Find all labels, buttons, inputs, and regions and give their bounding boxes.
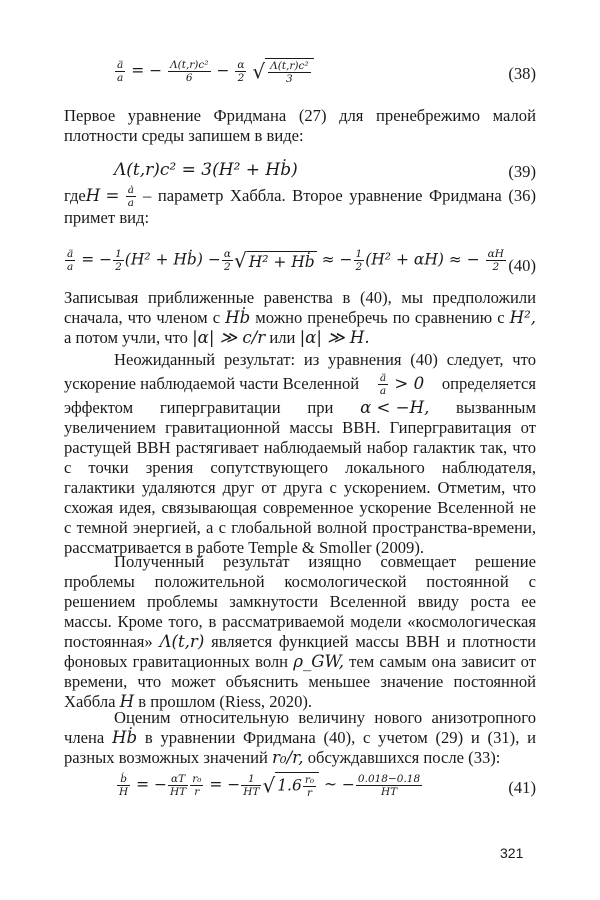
paragraph-3: Записывая приближенные равенства в (40), мы предположили сначала, что членом с Hḃ можно пренебречь по сравнению с H², а потом учли, что |α| ≫ c/r или |α| ≫ H. [64,288,536,347]
equation-number-39: (39) [508,162,536,181]
equation-40: $\frac{ä}{a}$ = − $\frac{1}{2}$ (H² + Hḃ) − $\frac{\alpha}{2}$ √ H² + Hḃ ≈ − $\frac{1}{2}$ (H² + αH) ≈ − $\frac{\alpha H}{2}$ (40) [67,248,536,275]
paragraph-4: Неожиданный результат: из уравнения (40) следует, что ускорение наблюдаемой части Вселенной $\frac{ä}{a}$ > 0 определяется эффектом гипергравитации при α < −H, вызванным увеличением гравитационной массы ВВН. Гипергравитация от растущей ВВН растягивает наблюдаемый набор галактик так, что с точки зрения сопутствующего локального наблюдателя, галактики удаляются друг от друга с ускорением. Отметим, что схожая идея, связывающая современное ускорение Вселенной не с темной энергией, а с глобальной волной пространства-времени, рассматривается в работе Temple & Smoller (2009). [64,350,536,557]
paragraph-1: Первое уравнение Фридмана (27) для пренебрежимо малой плотности среды запишем в виде: [64,106,536,145]
page-number: 321 [500,845,524,861]
equation-38: $\frac{ä}{a}$ = − $\frac{\text{Λ(t,r)c²}}{6}$ − $\frac{\alpha}{2}$ √ $\frac{\text{Λ(t,r)c²}}{3}$ (38) [117,59,536,85]
equation-number-38: (38) [508,64,536,83]
paragraph-5: Полученный результат изящно совмещает решение проблемы положительной космологической постоянной с решением проблемы замкнутости Вселенной ввиду роста ее массы. Кроме того, в рассматриваемой модели «космологическая постоянная» Λ(t,r) является функцией массы ВВН и плотности фоновых гравитационных волн ρ_GW, тем самым она зависит от времени, что может объяснить меньшее значение постоянной Хаббла H в прошлом (Riess, 2020). [64,552,537,711]
eq38-root: $\frac{\text{Λ(t,r)c²}}{3}$ [270,60,309,85]
equation-number-41: (41) [508,778,536,797]
equation-number-40: (40) [508,256,536,275]
hubble-def: H = $\frac{ȧ}{a}$ [85,183,134,209]
equation-39 [64,160,536,184]
eq38-term2: $\frac{\alpha}{2}$ [237,59,245,84]
paragraph-6: Оценим относительную величину нового анизотропного члена Hḃ в уравнении Фридмана (40), с учетом (29) и (31), и разных возможных значений r₀/r, обсуждавшихся после (33): [64,708,536,767]
equation-41: $\frac{\text{ḃ}}{H}$ = − $\frac{\alpha T}{HT}$ $\frac{\text{r₀}}{r}$ = − $\frac{1}{HT}$ √ 1.6 $\frac{\text{r₀}}{r}$ ~ − $\frac{0.018-0.18}{HT}$ (41) [119,773,536,799]
eq38-term1: $\frac{\text{Λ(t,r)c²}}{6}$ [170,59,209,84]
eq38-lhs: $\frac{ä}{a}$ [117,59,124,84]
paragraph-2: где H = $\frac{ȧ}{a}$ – параметр Хаббла. Второе уравнение Фридмана (36) примет вид: [64,183,536,227]
eq39-formula: Λ(t,r)c² = 3(H² + Hḃ) [114,160,298,180]
